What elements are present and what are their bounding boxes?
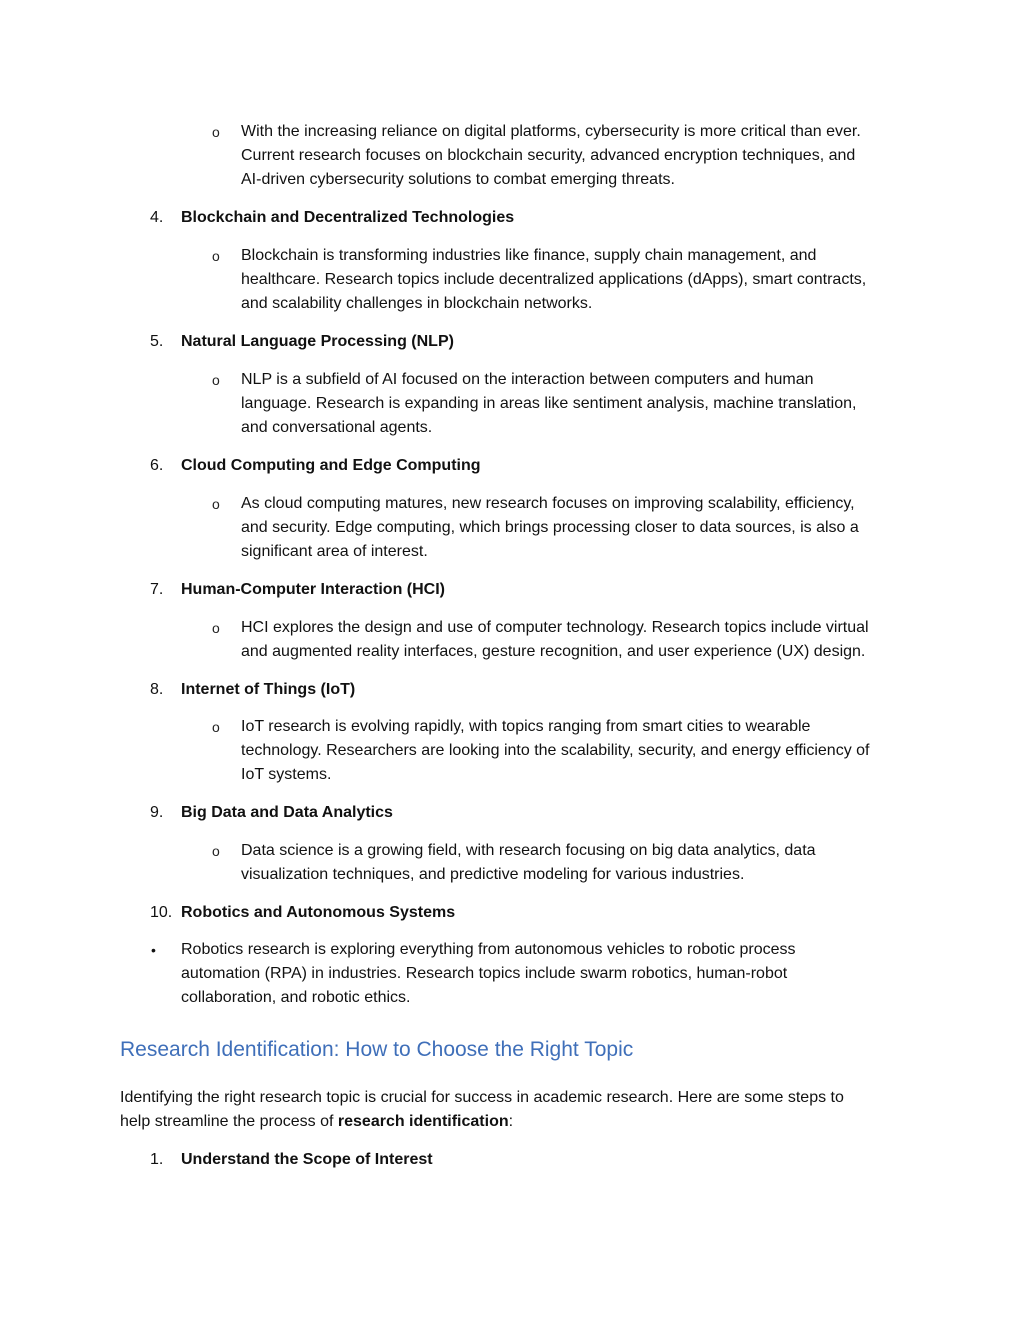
list-item-description: Blockchain is transforming industries like finance, supply chain management, and healthcare. Research topics include decentralized applications (dApps), smart contracts, and scalability challenges in blockchain networks. bbox=[241, 247, 867, 312]
sub-bullet-marker: o bbox=[212, 719, 220, 735]
sub-bullet-marker: o bbox=[212, 372, 220, 388]
list-item-title: Natural Language Processing (NLP) bbox=[181, 333, 454, 350]
list-item-title: Robotics and Autonomous Systems bbox=[181, 904, 456, 921]
section-heading: Research Identification: How to Choose the Right Topic bbox=[120, 1038, 634, 1061]
list-item-title: Cloud Computing and Edge Computing bbox=[181, 457, 481, 474]
list-number: 9. bbox=[150, 804, 164, 821]
intro-bullet-text: With the increasing reliance on digital platforms, cybersecurity is more critical than ever. Current research focuses on blockchain security, advanced encryption techniques, and AI-driven cybersecurity solutions to combat emerging threats. bbox=[241, 123, 861, 188]
list-number: 5. bbox=[150, 333, 164, 350]
list-item-description: NLP is a subfield of AI focused on the interaction between computers and human language. Research is expanding in areas like sentiment analysis, machine translation, and conversational agents. bbox=[241, 371, 857, 436]
robotics-bullet-text: Robotics research is exploring everything from autonomous vehicles to robotic process automation (RPA) in industries. Research topics include swarm robotics, human-robot collaboration, and robotic ethics. bbox=[181, 941, 796, 1006]
section-paragraph: Identifying the right research topic is crucial for success in academic research. Here are some steps to help streamline the process of research identification: bbox=[120, 1089, 844, 1130]
sub-bullet-marker: o bbox=[212, 248, 220, 264]
list-item-description: IoT research is evolving rapidly, with topics ranging from smart cities to wearable technology. Researchers are looking into the scalability, security, and energy efficiency of IoT systems. bbox=[241, 718, 870, 783]
sub-bullet-marker: o bbox=[212, 843, 220, 859]
list-item-description: As cloud computing matures, new research focuses on improving scalability, efficiency, and security. Edge computing, which brings processing closer to data sources, is also a significant area of interest. bbox=[241, 495, 859, 560]
list-number: 8. bbox=[150, 681, 164, 698]
list-number: 1. bbox=[150, 1151, 164, 1168]
list-number: 10. bbox=[150, 904, 173, 921]
list-item-title: Blockchain and Decentralized Technologies bbox=[181, 209, 515, 226]
list-item-title: Understand the Scope of Interest bbox=[181, 1151, 433, 1168]
sub-bullet-marker: o bbox=[212, 620, 220, 636]
list-number: 7. bbox=[150, 581, 164, 598]
dot-bullet-marker: • bbox=[151, 942, 156, 958]
list-item-description: HCI explores the design and use of computer technology. Research topics include virtual and augmented reality interfaces, gesture recognition, and user experience (UX) design. bbox=[241, 619, 869, 660]
list-item-description: Data science is a growing field, with research focusing on big data analytics, data visualization techniques, and predictive modeling for various industries. bbox=[241, 842, 816, 883]
list-number: 6. bbox=[150, 457, 164, 474]
list-item-title: Human-Computer Interaction (HCI) bbox=[181, 581, 445, 598]
list-item-title: Internet of Things (IoT) bbox=[181, 681, 356, 698]
sub-bullet-marker: o bbox=[212, 496, 220, 512]
bold-term: research identification bbox=[337, 1113, 509, 1130]
list-item-title: Big Data and Data Analytics bbox=[181, 804, 393, 821]
list-number: 4. bbox=[150, 209, 164, 226]
sub-bullet-marker: o bbox=[212, 124, 220, 140]
